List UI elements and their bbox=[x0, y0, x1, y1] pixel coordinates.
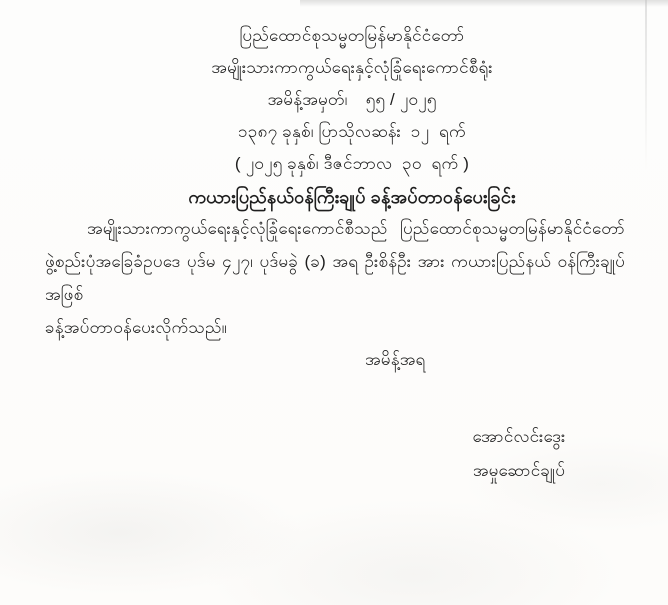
closing-phrase: အမိန့်အရ bbox=[365, 350, 426, 369]
body-paragraph bbox=[45, 212, 625, 344]
council-office-name: အမျိုးသားကာကွယ်ရေးနှင့်လုံခြုံရေးကောင်စီရုံး bbox=[211, 58, 493, 77]
date-myanmar-calendar: ၁၃၈၇ ခုနှစ်၊ ပြာသိုလဆန်း ၁၂ ရက် bbox=[238, 122, 466, 141]
signatory-title: အမှုဆောင်ချုပ် bbox=[472, 461, 566, 480]
document-header bbox=[36, 20, 668, 214]
body-line-2: ဖွဲ့စည်းပုံအခြေခံဥပဒေ ပုဒ်မ ၄၂၇၊ ပုဒ်မခွဲ (ခ) အရ ဦးစိန်ဦး အား ကယားပြည်နယ် ဝန်ကြီးချုပ် အဖြစ် bbox=[45, 252, 625, 304]
signature-block bbox=[428, 421, 610, 487]
scan-artifact-top-edge bbox=[300, 0, 668, 7]
signatory-name: အောင်လင်းဒွေး bbox=[472, 427, 566, 446]
document-subject: ကယားပြည်နယ်ဝန်ကြီးချုပ် ခန့်အပ်တာဝန်ပေးခြင်း bbox=[188, 187, 516, 207]
order-number-line bbox=[36, 84, 668, 116]
body-line-1: အမျိုးသားကာကွယ်ရေးနှင့်လုံခြုံရေးကောင်စီသည် ပြည်ထောင်စုသမ္မတမြန်မာနိုင်ငံတော် bbox=[87, 219, 625, 238]
date-gregorian-calendar: ( ၂၀၂၅ ခုနှစ်၊ ဒီဇင်ဘာလ ၃၀ ရက် ) bbox=[234, 154, 470, 173]
state-name: ပြည်ထောင်စုသမ္မတမြန်မာနိုင်ငံတော် bbox=[239, 26, 465, 45]
order-number-value: ၅၅ / ၂၀၂၅ bbox=[365, 90, 437, 109]
order-number-label: အမိန့်အမှတ်၊ bbox=[267, 90, 348, 109]
body-line-3: ခန့်အပ်တာဝန်ပေးလိုက်သည်။ bbox=[45, 318, 227, 337]
